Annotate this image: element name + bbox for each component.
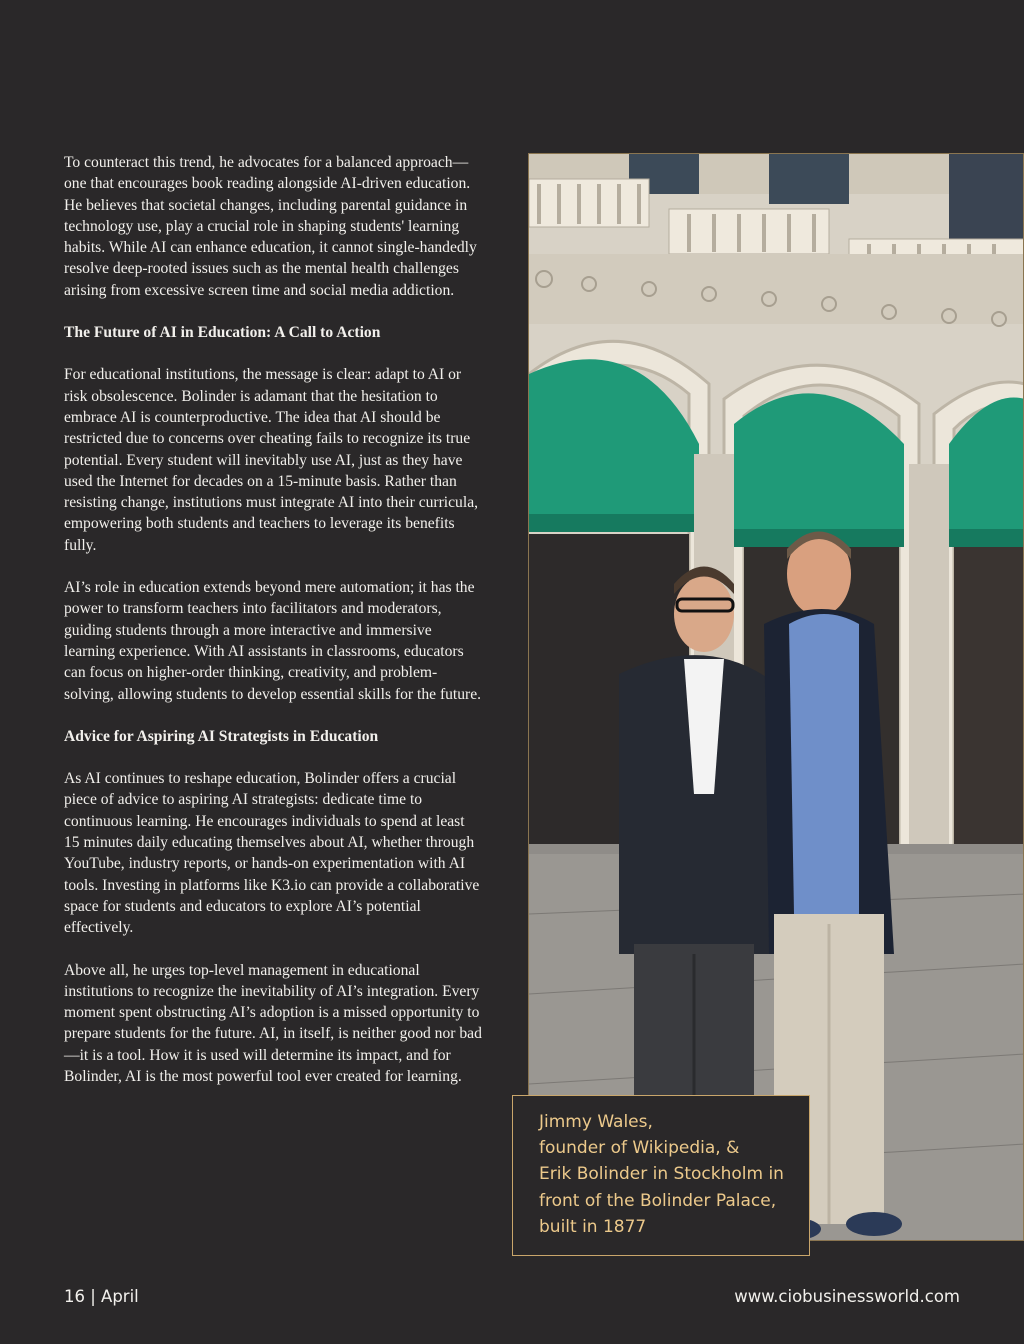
page-number: 16 | April <box>64 1287 139 1306</box>
paragraph: Above all, he urges top-level management in educational institutions to recognize the inevitability of AI’s integration. Every moment spent obstructing AI’s adoption is a missed opportunity to prepare students for the future. AI, in itself, is neither good nor bad—it is a tool. How it is used will determine its impact, and for Bolinder, AI is the most powerful tool ever created for learning. <box>64 961 482 1085</box>
website-url: www.ciobusinessworld.com <box>734 1287 960 1306</box>
paragraph: AI’s role in education extends beyond mere automation; it has the power to transform teachers into facilitators and moderators, guiding students through a more interactive and immersive learning experience. With AI assistants in classrooms, educators can focus on higher-order thinking, creativity, and problem-solving, allowing students to develop essential skills for the future. <box>64 579 482 703</box>
caption-line: Erik Bolinder in Stockholm in <box>539 1164 784 1185</box>
section-heading: The Future of AI in Education: A Call to Action <box>64 324 381 342</box>
paragraph: To counteract this trend, he advocates for a balanced approach—one that encourages book reading alongside AI-driven education. He believes that societal changes, including parental guidance in technology use, play a crucial role in shaping students' learning habits. While AI can enhance education, it cannot single-handedly resolve deep-rooted issues such as the mental health challenges arising from excessive screen time and social media addiction. <box>64 154 477 299</box>
paragraph: As AI continues to reshape education, Bolinder offers a crucial piece of advice to aspiring AI strategists: dedicate time to continuous learning. He encourages individuals to spend at least 15 minutes daily educating themselves about AI, whether through YouTube, industry reports, or hands-on experimentation with AI tools. Investing in platforms like K3.io can provide a collaborative space for students and educators to explore AI’s potential effectively. <box>64 770 480 937</box>
caption-line: front of the Bolinder Palace, <box>539 1190 777 1211</box>
caption-line: Jimmy Wales, <box>539 1112 653 1132</box>
photo-caption <box>512 1095 810 1256</box>
photo-two-men-bolinder-palace <box>528 153 1024 1241</box>
paragraph: For educational institutions, the message is clear: adapt to AI or risk obsolescence. Bolinder is adamant that the hesitation to embrace AI is counterproductive. The idea that AI should be restricted due to concerns over cheating fails to recognize its true potential. Every student will inevitably use AI, just as they have used the Internet for decades on a 15-minute basis. Rather than resisting change, institutions must integrate AI into their curricula, empowering both students and teachers to leverage its benefits fully. <box>64 366 479 554</box>
caption-line: founder of Wikipedia, & <box>539 1138 740 1159</box>
caption-line: built in 1877 <box>539 1216 647 1237</box>
section-heading: Advice for Aspiring AI Strategists in Education <box>64 727 379 745</box>
article-column <box>64 152 484 1108</box>
